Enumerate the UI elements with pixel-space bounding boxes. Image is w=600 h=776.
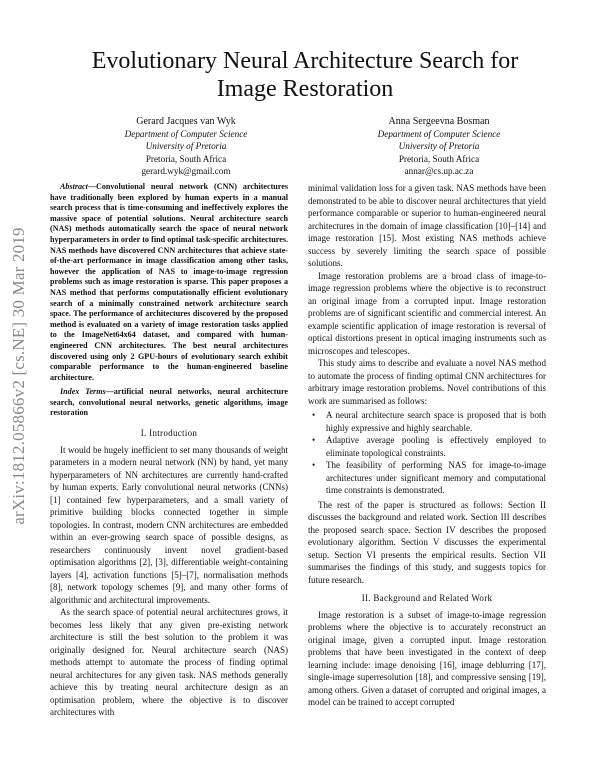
abstract	[50, 182, 288, 383]
author-university: University of Pretoria	[398, 141, 480, 152]
abstract-text: —Convolutional neural network (CNN) architectures have traditionally been explored by human experts in a manual search process that is time-consuming and ineffectively explores the massive space of potential solutions. Neural architecture search (NAS) methods automatically search the space of neural network hyperparameters in order to find optimal task-specific architectures. NAS methods have discovered CNN architectures that achieve state-of-the-art performance in image classification among other tasks, however the application of NAS to image-to-image regression problems such as image restoration is sparse. This paper proposes a NAS method that performs computationally efficient evolutionary search of a minimally constrained network architecture search space. The performance of architectures discovered by the proposed method is evaluated on a variety of image restoration tasks applied to the ImageNet64x64 dataset, and compared with human-engineered CNN architectures. The best neural architectures discovered using only 2 GPU-hours of evolutionary search exhibit comparable performance to the human-engineered baseline architecture.	[50, 182, 288, 382]
left-column	[50, 182, 288, 719]
intro-paragraph-5: This study aims to describe and evaluate a novel NAS method to automate the process of finding optimal CNN architectures for arbitrary image restoration problems. Novel contributions of this work are summarised as follows:	[308, 358, 546, 406]
index-terms-label: Index Terms	[60, 387, 106, 397]
paper-title	[60, 47, 550, 103]
title-line-1: Evolutionary Neural Architecture Search for	[91, 48, 519, 74]
author-name: Gerard Jacques van Wyk	[136, 116, 236, 127]
section-heading-background: II. Background and Related Work	[361, 593, 493, 603]
section-heading-introduction: I. Introduction	[140, 428, 198, 439]
author-block-2	[329, 116, 549, 177]
list-item: • The feasibility of performing NAS for image-to-image architectures under significant memory and computational time constraints is demonstrated.	[322, 459, 546, 497]
intro-paragraph-4: Image restoration problems are a broad class of image-to-image regression problems where the objective is to reconstruct an original image from a corrupted input. Image restoration problems are of significant scientific and commercial interest. An example scientific application of image restoration is reversal of optical distortions present in optical imaging instruments such as microscopes and telescopes.	[308, 270, 546, 356]
list-item: • Adaptive average pooling is effectively employed to eliminate topological constraints.	[322, 434, 546, 459]
author-location: Pretoria, South Africa	[145, 153, 227, 164]
arxiv-identifier	[4, 186, 34, 566]
right-column	[308, 182, 546, 709]
arxiv-id-text: arXiv:1812.05866v2 [cs.NE] 30 Mar 2019	[9, 227, 28, 525]
author-department: Department of Computer Science	[377, 129, 501, 140]
author-location: Pretoria, South Africa	[398, 153, 480, 164]
intro-paragraph-2: As the search space of potential neural architectures grows, it becomes less likely that any given pre-existing network architecture is still the best solution to the problem it was originally designed for. Neural architecture search (NAS) methods attempt to automate the process of finding optimal neural architectures for any given task. NAS methods generally achieve this by treating neural architecture design as an optimisation problem, where the objective is to discover architectures with	[50, 607, 288, 718]
abstract-label: Abstract	[60, 182, 88, 191]
author-university: University of Pretoria	[145, 141, 227, 152]
title-line-2: Image Restoration	[216, 76, 394, 102]
index-terms	[50, 387, 288, 419]
index-terms-text: —artificial neural networks, neural architecture search, convolutional neural networks, genetic algorithms, image restoration	[50, 387, 288, 418]
intro-paragraph-3: minimal validation loss for a given task. NAS methods have been demonstrated to be able to discover neural architectures that yield performance comparable or superior to human-engineered neural architectures in the domain of image classification [10]–[14] and image restoration [15]. Most existing NAS methods achieve success by severely limiting the search space of possible solutions.	[308, 183, 546, 268]
list-item: • A neural architecture search space is proposed that is both highly expressive and highly searchable.	[322, 409, 546, 434]
author-email[interactable]: annar@cs.up.ac.za	[404, 165, 474, 176]
intro-paragraph-6: The rest of the paper is structured as follows: Section II discusses the background and related work. Section III describes the proposed search space. Section IV describes the proposed evolutionary algorithm. Section V discusses the experimental setup. Section VI presents the empirical results. Section VII summarises the findings of this study, and suggests topics for future research.	[308, 499, 546, 585]
author-name: Anna Sergeevna Bosman	[388, 116, 490, 127]
author-department: Department of Computer Science	[124, 129, 248, 140]
intro-paragraph-1: It would be hugely inefficient to set many thousands of weight parameters in a modern neural network (NN) by hand, yet many hyperparameters of NN architectures are currently hand-crafted by human experts. Early convolutional neural networks (CNNs) [1] contained few hyperparameters, and a small variety of primitive building blocks connected together in simple topologies. In contrast, modern CNN architectures are embedded within an ever-growing search space of possible designs, as researchers continuously invent novel gradient-based optimisation algorithms [2], [3], differentiable weight-containing layers [4], activation functions [5]–[7], normalisation methods [8], network topology schemes [9], and many other forms of algorithmic and architectural improvements.	[50, 444, 288, 605]
contributions-list	[308, 409, 546, 497]
background-paragraph-1: Image restoration is a subset of image-to-image regression problems where the objective is to accurately reconstruct an original image, given a corrupted input. Image restoration problems that have been investigated in the context of deep learning include: image denoising [16], image deblurring [17], single-image superresolution [18], and compressive sensing [19], among others. Given a dataset of corrupted and original images, a model can be trained to accept corrupted	[308, 609, 546, 707]
author-email[interactable]: gerard.wyk@gmail.com	[141, 165, 231, 176]
author-block-1	[76, 116, 296, 177]
